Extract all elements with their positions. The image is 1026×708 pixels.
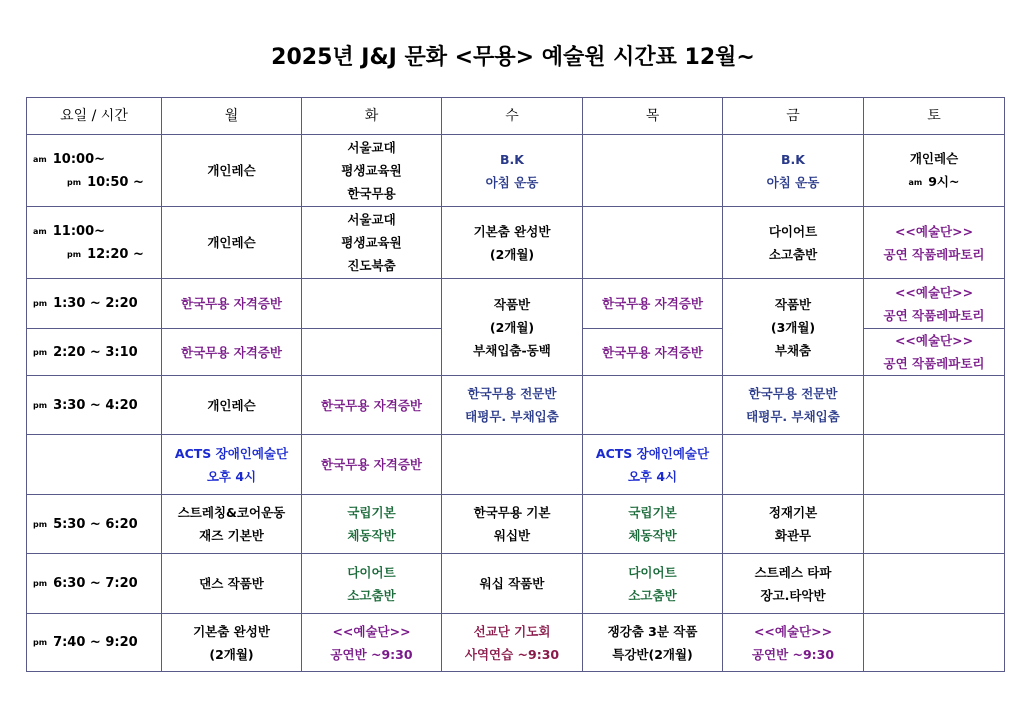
class-cell xyxy=(583,495,723,554)
table-row xyxy=(27,135,1005,207)
class-line: 작품반 xyxy=(774,296,812,312)
class-cell xyxy=(723,554,864,614)
header-wed: 수 xyxy=(442,98,583,135)
class-line: <<예술단>> xyxy=(894,284,974,300)
class-line: 사역연습 ~9:30 xyxy=(464,646,560,662)
time-range: 7:40 ~ 9:20 xyxy=(53,635,138,650)
class-line: 아침 운동 xyxy=(485,174,539,190)
class-line: 오후 4시 xyxy=(627,468,678,484)
class-line: 태평무. 부채입춤 xyxy=(746,409,840,424)
class-line: 공연반 ~9:30 xyxy=(330,646,413,662)
pm-marker: pm xyxy=(33,638,48,647)
class-cell xyxy=(723,376,864,435)
header-row xyxy=(27,98,1005,135)
class-line: 체동작반 xyxy=(628,528,677,543)
empty-cell xyxy=(864,435,1005,495)
empty-cell xyxy=(302,279,442,329)
class-cell: 워십 작품반 xyxy=(442,554,583,614)
time-cell xyxy=(27,376,162,435)
class-line: (2개월) xyxy=(489,319,535,335)
empty-cell xyxy=(723,435,864,495)
time-start: 11:00~ xyxy=(52,223,106,239)
time-range: 2:20 ~ 3:10 xyxy=(53,344,138,360)
class-cell: 한국무용 자격증반 xyxy=(583,329,723,376)
class-line: (2개월) xyxy=(489,246,535,262)
class-line: ACTS 장애인예술단 xyxy=(174,445,289,461)
class-line: 장고.타악반 xyxy=(760,587,826,603)
time-range: 3:30 ~ 4:20 xyxy=(53,397,138,413)
class-line: (2개월) xyxy=(209,646,254,662)
class-line: 체동작반 xyxy=(347,528,396,543)
pm-marker: pm xyxy=(33,579,48,588)
header-thu: 목 xyxy=(583,98,723,135)
class-line: 아침 운동 xyxy=(766,174,820,190)
class-line: 다이어트 xyxy=(347,564,396,580)
class-cell xyxy=(442,135,583,207)
page-title: 2025년 J&J 문화 <무용> 예술원 시간표 12월~ xyxy=(271,45,755,70)
class-line: 한국무용 xyxy=(347,186,396,201)
class-line: 부채입춤-동백 xyxy=(473,342,551,358)
time-cell xyxy=(27,135,162,207)
class-cell: 한국무용 자격증반 xyxy=(583,279,723,329)
class-cell xyxy=(302,495,442,554)
class-cell xyxy=(302,207,442,279)
empty-cell xyxy=(864,614,1005,672)
am-marker: am xyxy=(908,178,923,187)
class-cell xyxy=(723,279,864,376)
class-line: 개인레슨 xyxy=(909,151,959,166)
pm-marker: pm xyxy=(33,299,48,308)
header-day-time: 요일 / 시간 xyxy=(27,98,162,135)
class-line: B.K xyxy=(781,151,805,167)
class-cell: 댄스 작품반 xyxy=(162,554,302,614)
pm-marker: pm xyxy=(67,177,82,187)
pm-marker: pm xyxy=(33,519,48,529)
class-line: 한국무용 전문반 xyxy=(748,386,838,401)
class-cell xyxy=(723,495,864,554)
time-range: 6:30 ~ 7:20 xyxy=(53,576,138,591)
pm-marker: pm xyxy=(67,249,82,259)
pm-marker: pm xyxy=(33,347,48,357)
class-cell xyxy=(723,614,864,672)
header-tue: 화 xyxy=(302,98,442,135)
class-cell: 한국무용 자격증반 xyxy=(302,376,442,435)
class-cell xyxy=(302,614,442,672)
class-line: 공연 작품레파토리 xyxy=(883,307,985,323)
time-end: 10:50 ~ xyxy=(87,174,144,190)
class-cell xyxy=(442,279,583,376)
empty-cell xyxy=(864,376,1005,435)
time-end: 12:20 ~ xyxy=(87,246,144,262)
class-cell xyxy=(162,614,302,672)
time-cell xyxy=(27,495,162,554)
class-cell xyxy=(723,135,864,207)
class-cell xyxy=(864,135,1005,207)
class-cell xyxy=(442,207,583,279)
class-line: ACTS 장애인예술단 xyxy=(595,445,710,461)
class-line: 국립기본 xyxy=(347,505,396,520)
time-range: 1:30 ~ 2:20 xyxy=(53,296,138,311)
timetable xyxy=(26,97,1005,672)
class-line: 스트레스 타파 xyxy=(754,564,832,580)
class-cell xyxy=(302,554,442,614)
class-cell xyxy=(723,207,864,279)
class-line: 정재기본 xyxy=(768,505,818,520)
class-cell xyxy=(864,207,1005,279)
class-cell xyxy=(162,495,302,554)
class-line: 재즈 기본반 xyxy=(199,528,264,543)
class-cell xyxy=(864,329,1005,376)
empty-cell xyxy=(583,135,723,207)
class-line: 오후 4시 xyxy=(206,468,257,484)
class-line: 국립기본 xyxy=(628,505,677,520)
table-row xyxy=(27,279,1005,329)
table-row xyxy=(27,376,1005,435)
am-marker: am xyxy=(33,226,47,236)
header-mon: 월 xyxy=(162,98,302,135)
class-line: 태평무. 부채입춤 xyxy=(465,409,559,424)
class-line: 소고춤반 xyxy=(768,246,818,262)
class-line: 서울교대 xyxy=(347,140,396,155)
empty-cell xyxy=(864,554,1005,614)
class-cell xyxy=(442,495,583,554)
class-line: 작품반 xyxy=(493,296,531,312)
class-cell: 한국무용 자격증반 xyxy=(162,279,302,329)
empty-cell xyxy=(864,495,1005,554)
empty-time-cell xyxy=(27,435,162,495)
class-line: 기본춤 완성반 xyxy=(473,223,551,239)
class-cell: 한국무용 자격증반 xyxy=(162,329,302,376)
class-line: 특강반(2개월) xyxy=(612,646,693,662)
table-row xyxy=(27,435,1005,495)
time-cell xyxy=(27,554,162,614)
header-sat: 토 xyxy=(864,98,1005,135)
class-cell xyxy=(583,435,723,495)
time-cell xyxy=(27,329,162,376)
class-line: 평생교육원 xyxy=(341,163,402,178)
class-line: <<예술단>> xyxy=(753,623,833,639)
class-cell xyxy=(583,554,723,614)
class-line: 선교단 기도회 xyxy=(473,623,551,639)
class-cell: 한국무용 자격증반 xyxy=(302,435,442,495)
class-line: <<예술단>> xyxy=(894,333,974,348)
class-cell xyxy=(442,376,583,435)
class-line: 서울교대 xyxy=(347,212,396,227)
class-cell xyxy=(864,279,1005,329)
class-line: 진도북춤 xyxy=(347,258,396,273)
empty-cell xyxy=(442,435,583,495)
class-line: 화관무 xyxy=(774,528,812,543)
class-cell xyxy=(442,614,583,672)
class-line: 공연반 ~9:30 xyxy=(751,646,835,662)
pm-marker: pm xyxy=(33,400,48,410)
class-line: 소고춤반 xyxy=(347,587,396,603)
am-marker: am xyxy=(33,154,47,164)
class-line: 쟁강춤 3분 작품 xyxy=(607,623,698,639)
header-fri: 금 xyxy=(723,98,864,135)
class-line: 스트레칭&코어운동 xyxy=(177,505,286,520)
class-line: 다이어트 xyxy=(768,223,818,239)
time-start: 10:00~ xyxy=(52,151,106,167)
empty-cell xyxy=(302,329,442,376)
class-cell xyxy=(583,614,723,672)
table-row xyxy=(27,614,1005,672)
table-row xyxy=(27,207,1005,279)
class-line: 소고춤반 xyxy=(628,587,677,603)
empty-cell xyxy=(583,376,723,435)
class-line: 한국무용 전문반 xyxy=(467,386,557,401)
class-cell xyxy=(162,435,302,495)
empty-cell xyxy=(583,207,723,279)
class-cell: 개인레슨 xyxy=(162,135,302,207)
table-row xyxy=(27,495,1005,554)
class-line: <<예술단>> xyxy=(332,623,411,639)
class-line: (3개월) xyxy=(770,319,816,335)
table-row xyxy=(27,554,1005,614)
time-cell xyxy=(27,207,162,279)
class-line: 공연 작품레파토리 xyxy=(883,356,985,371)
class-line: 공연 작품레파토리 xyxy=(883,246,985,262)
class-line: 평생교육원 xyxy=(341,235,402,250)
class-line: 다이어트 xyxy=(628,564,677,580)
time-range: 5:30 ~ 6:20 xyxy=(53,516,138,532)
class-line: B.K xyxy=(500,151,524,167)
class-line: <<예술단>> xyxy=(894,223,974,239)
class-line: 9시~ xyxy=(928,174,960,189)
class-line: 한국무용 기본 xyxy=(473,505,551,520)
time-cell xyxy=(27,279,162,329)
class-cell xyxy=(302,135,442,207)
class-cell: 개인레슨 xyxy=(162,376,302,435)
class-line: 워십반 xyxy=(493,528,531,543)
class-cell: 개인레슨 xyxy=(162,207,302,279)
time-cell xyxy=(27,614,162,672)
class-line: 부채춤 xyxy=(774,342,812,358)
class-line: 기본춤 완성반 xyxy=(193,623,270,639)
